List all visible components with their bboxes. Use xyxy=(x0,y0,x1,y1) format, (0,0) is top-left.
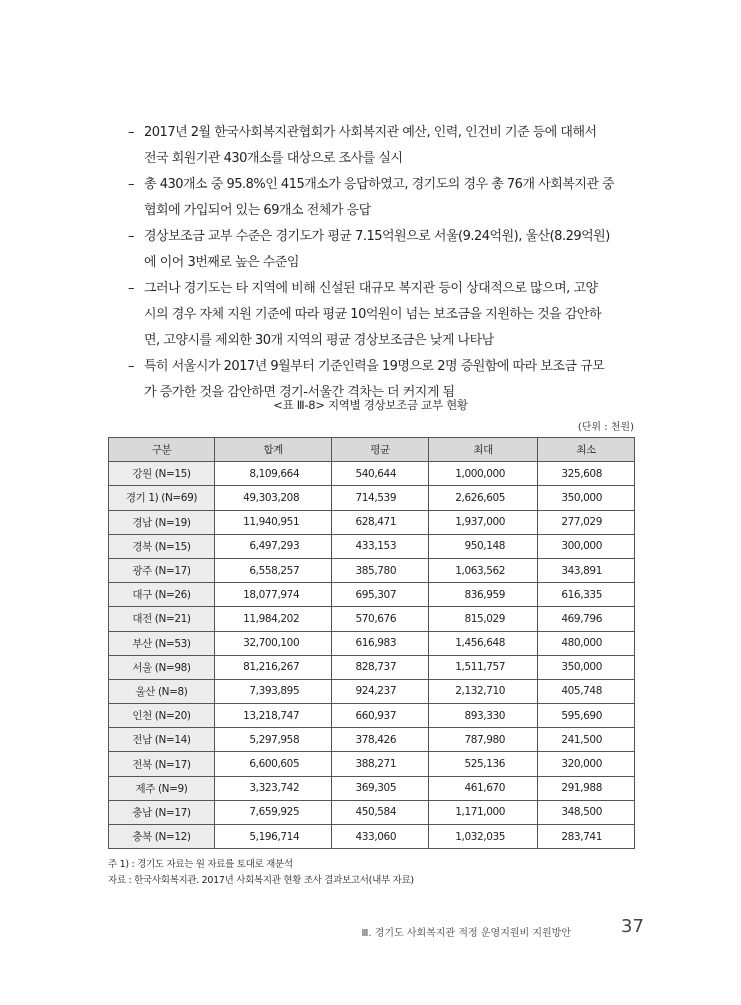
bullet-dash: – xyxy=(128,281,134,296)
table-body xyxy=(109,462,635,849)
value-cell: 385,780 xyxy=(332,558,429,582)
bullet-dash: – xyxy=(128,229,134,244)
region-cell: 경남 (N=19) xyxy=(109,510,215,534)
bullet-line: 그러나 경기도는 타 지역에 비해 신설된 대규모 복지관 등이 상대적으로 많으며, 고양 xyxy=(144,281,598,296)
value-cell: 714,539 xyxy=(332,486,429,510)
bullet-item xyxy=(128,276,643,354)
value-cell: 616,983 xyxy=(332,631,429,655)
bullet-line: 가 증가한 것을 감안하면 경기-서울간 격차는 더 커지게 됨 xyxy=(144,385,455,400)
page-number: 37 xyxy=(621,916,644,937)
source-note: 자료 : 한국사회복지관. 2017년 사회복지관 현황 조사 결과보고서(내부 자료) xyxy=(108,875,414,886)
value-cell: 950,148 xyxy=(429,534,538,558)
header-cell: 구분 xyxy=(109,438,215,462)
table-header-row xyxy=(109,438,635,462)
value-cell: 291,988 xyxy=(538,776,635,800)
value-cell: 6,497,293 xyxy=(215,534,332,558)
bullet-line: 2017년 2월 한국사회복지관협회가 사회복지관 예산, 인력, 인건비 기준 등에 대해서 xyxy=(144,125,597,140)
value-cell: 450,584 xyxy=(332,800,429,824)
value-cell: 1,511,757 xyxy=(429,655,538,679)
chapter-footer: Ⅲ. 경기도 사회복지관 적정 운영지원비 지원방안 xyxy=(361,928,571,939)
bullet-item xyxy=(128,224,643,276)
region-cell: 제주 (N=9) xyxy=(109,776,215,800)
region-cell: 대구 (N=26) xyxy=(109,583,215,607)
value-cell: 595,690 xyxy=(538,704,635,728)
region-cell: 광주 (N=17) xyxy=(109,558,215,582)
value-cell: 18,077,974 xyxy=(215,583,332,607)
value-cell: 924,237 xyxy=(332,679,429,703)
bullet-line: 협회에 가입되어 있는 69개소 전체가 응답 xyxy=(144,203,371,218)
bullet-line: 면, 고양시를 제외한 30개 지역의 평균 경상보조금은 낮게 나타남 xyxy=(144,333,494,348)
header-cell: 최소 xyxy=(538,438,635,462)
bullet-line: 시의 경우 자체 지원 기준에 따라 평균 10억원이 넘는 보조금을 지원하는 것을 감안하 xyxy=(144,307,602,322)
table-row xyxy=(109,776,635,800)
value-cell: 5,196,714 xyxy=(215,825,332,849)
bullet-text xyxy=(144,172,643,224)
value-cell: 11,984,202 xyxy=(215,607,332,631)
table-row xyxy=(109,825,635,849)
table-row xyxy=(109,679,635,703)
value-cell: 81,216,267 xyxy=(215,655,332,679)
value-cell: 343,891 xyxy=(538,558,635,582)
value-cell: 1,000,000 xyxy=(429,462,538,486)
value-cell: 13,218,747 xyxy=(215,704,332,728)
value-cell: 660,937 xyxy=(332,704,429,728)
header-cell: 최대 xyxy=(429,438,538,462)
value-cell: 32,700,100 xyxy=(215,631,332,655)
region-cell: 서울 (N=98) xyxy=(109,655,215,679)
value-cell: 2,626,605 xyxy=(429,486,538,510)
bullet-line: 특히 서울시가 2017년 9월부터 기준인력을 19명으로 2명 증원함에 따라 보조금 규모 xyxy=(144,359,605,374)
value-cell: 1,063,562 xyxy=(429,558,538,582)
value-cell: 433,060 xyxy=(332,825,429,849)
table-row xyxy=(109,534,635,558)
region-cell: 경북 (N=15) xyxy=(109,534,215,558)
value-cell: 405,748 xyxy=(538,679,635,703)
table-row xyxy=(109,631,635,655)
value-cell: 815,029 xyxy=(429,607,538,631)
bullet-text xyxy=(144,120,643,172)
value-cell: 570,676 xyxy=(332,607,429,631)
value-cell: 388,271 xyxy=(332,752,429,776)
bullet-item xyxy=(128,120,643,172)
region-cell: 부산 (N=53) xyxy=(109,631,215,655)
table-caption: <표 Ⅲ-8> 지역별 경상보조금 교부 현황 xyxy=(273,398,468,412)
table-row xyxy=(109,607,635,631)
header-cell: 평균 xyxy=(332,438,429,462)
bullet-item xyxy=(128,172,643,224)
table-row xyxy=(109,486,635,510)
bullet-line: 경상보조금 교부 수준은 경기도가 평균 7.15억원으로 서울(9.24억원), 울산(8.29억원) xyxy=(144,229,610,244)
region-cell: 전남 (N=14) xyxy=(109,728,215,752)
value-cell: 1,937,000 xyxy=(429,510,538,534)
region-cell: 울산 (N=8) xyxy=(109,679,215,703)
region-cell: 인천 (N=20) xyxy=(109,704,215,728)
table-row xyxy=(109,462,635,486)
value-cell: 616,335 xyxy=(538,583,635,607)
value-cell: 350,000 xyxy=(538,486,635,510)
value-cell: 433,153 xyxy=(332,534,429,558)
bullet-dash: – xyxy=(128,359,134,374)
value-cell: 7,393,895 xyxy=(215,679,332,703)
bullet-text xyxy=(144,276,643,354)
bullet-dash: – xyxy=(128,177,134,192)
bullet-line: 전국 회원기관 430개소를 대상으로 조사를 실시 xyxy=(144,151,403,166)
value-cell: 3,323,742 xyxy=(215,776,332,800)
value-cell: 469,796 xyxy=(538,607,635,631)
bullet-line: 총 430개소 중 95.8%인 415개소가 응답하였고, 경기도의 경우 총 76개 사회복지관 중 xyxy=(144,177,615,192)
table-row xyxy=(109,704,635,728)
region-cell: 강원 (N=15) xyxy=(109,462,215,486)
value-cell: 461,670 xyxy=(429,776,538,800)
table-row xyxy=(109,800,635,824)
value-cell: 320,000 xyxy=(538,752,635,776)
value-cell: 6,558,257 xyxy=(215,558,332,582)
value-cell: 1,032,035 xyxy=(429,825,538,849)
bullet-list xyxy=(128,120,643,406)
value-cell: 787,980 xyxy=(429,728,538,752)
value-cell: 828,737 xyxy=(332,655,429,679)
table-row xyxy=(109,558,635,582)
value-cell: 6,600,605 xyxy=(215,752,332,776)
table-row xyxy=(109,583,635,607)
table-unit: (단위 : 천원) xyxy=(577,422,634,433)
subsidy-table xyxy=(108,437,635,849)
region-cell: 전북 (N=17) xyxy=(109,752,215,776)
value-cell: 325,608 xyxy=(538,462,635,486)
value-cell: 7,659,925 xyxy=(215,800,332,824)
table-row xyxy=(109,752,635,776)
bullet-dash: – xyxy=(128,125,134,140)
value-cell: 836,959 xyxy=(429,583,538,607)
header-cell: 합계 xyxy=(215,438,332,462)
value-cell: 1,456,648 xyxy=(429,631,538,655)
value-cell: 1,171,000 xyxy=(429,800,538,824)
footnote: 주 1) : 경기도 자료는 원 자료를 토대로 재분석 xyxy=(108,859,293,870)
value-cell: 540,644 xyxy=(332,462,429,486)
value-cell: 695,307 xyxy=(332,583,429,607)
value-cell: 5,297,958 xyxy=(215,728,332,752)
value-cell: 300,000 xyxy=(538,534,635,558)
region-cell: 대전 (N=21) xyxy=(109,607,215,631)
value-cell: 525,136 xyxy=(429,752,538,776)
value-cell: 11,940,951 xyxy=(215,510,332,534)
bullet-line: 에 이어 3번째로 높은 수준임 xyxy=(144,255,299,270)
region-cell: 충남 (N=17) xyxy=(109,800,215,824)
value-cell: 378,426 xyxy=(332,728,429,752)
value-cell: 2,132,710 xyxy=(429,679,538,703)
value-cell: 241,500 xyxy=(538,728,635,752)
region-cell: 경기 1) (N=69) xyxy=(109,486,215,510)
table-row xyxy=(109,655,635,679)
region-cell: 충북 (N=12) xyxy=(109,825,215,849)
value-cell: 628,471 xyxy=(332,510,429,534)
value-cell: 277,029 xyxy=(538,510,635,534)
value-cell: 480,000 xyxy=(538,631,635,655)
value-cell: 893,330 xyxy=(429,704,538,728)
table-row xyxy=(109,510,635,534)
value-cell: 8,109,664 xyxy=(215,462,332,486)
value-cell: 49,303,208 xyxy=(215,486,332,510)
table-row xyxy=(109,728,635,752)
value-cell: 283,741 xyxy=(538,825,635,849)
value-cell: 348,500 xyxy=(538,800,635,824)
bullet-text xyxy=(144,224,643,276)
value-cell: 350,000 xyxy=(538,655,635,679)
value-cell: 369,305 xyxy=(332,776,429,800)
